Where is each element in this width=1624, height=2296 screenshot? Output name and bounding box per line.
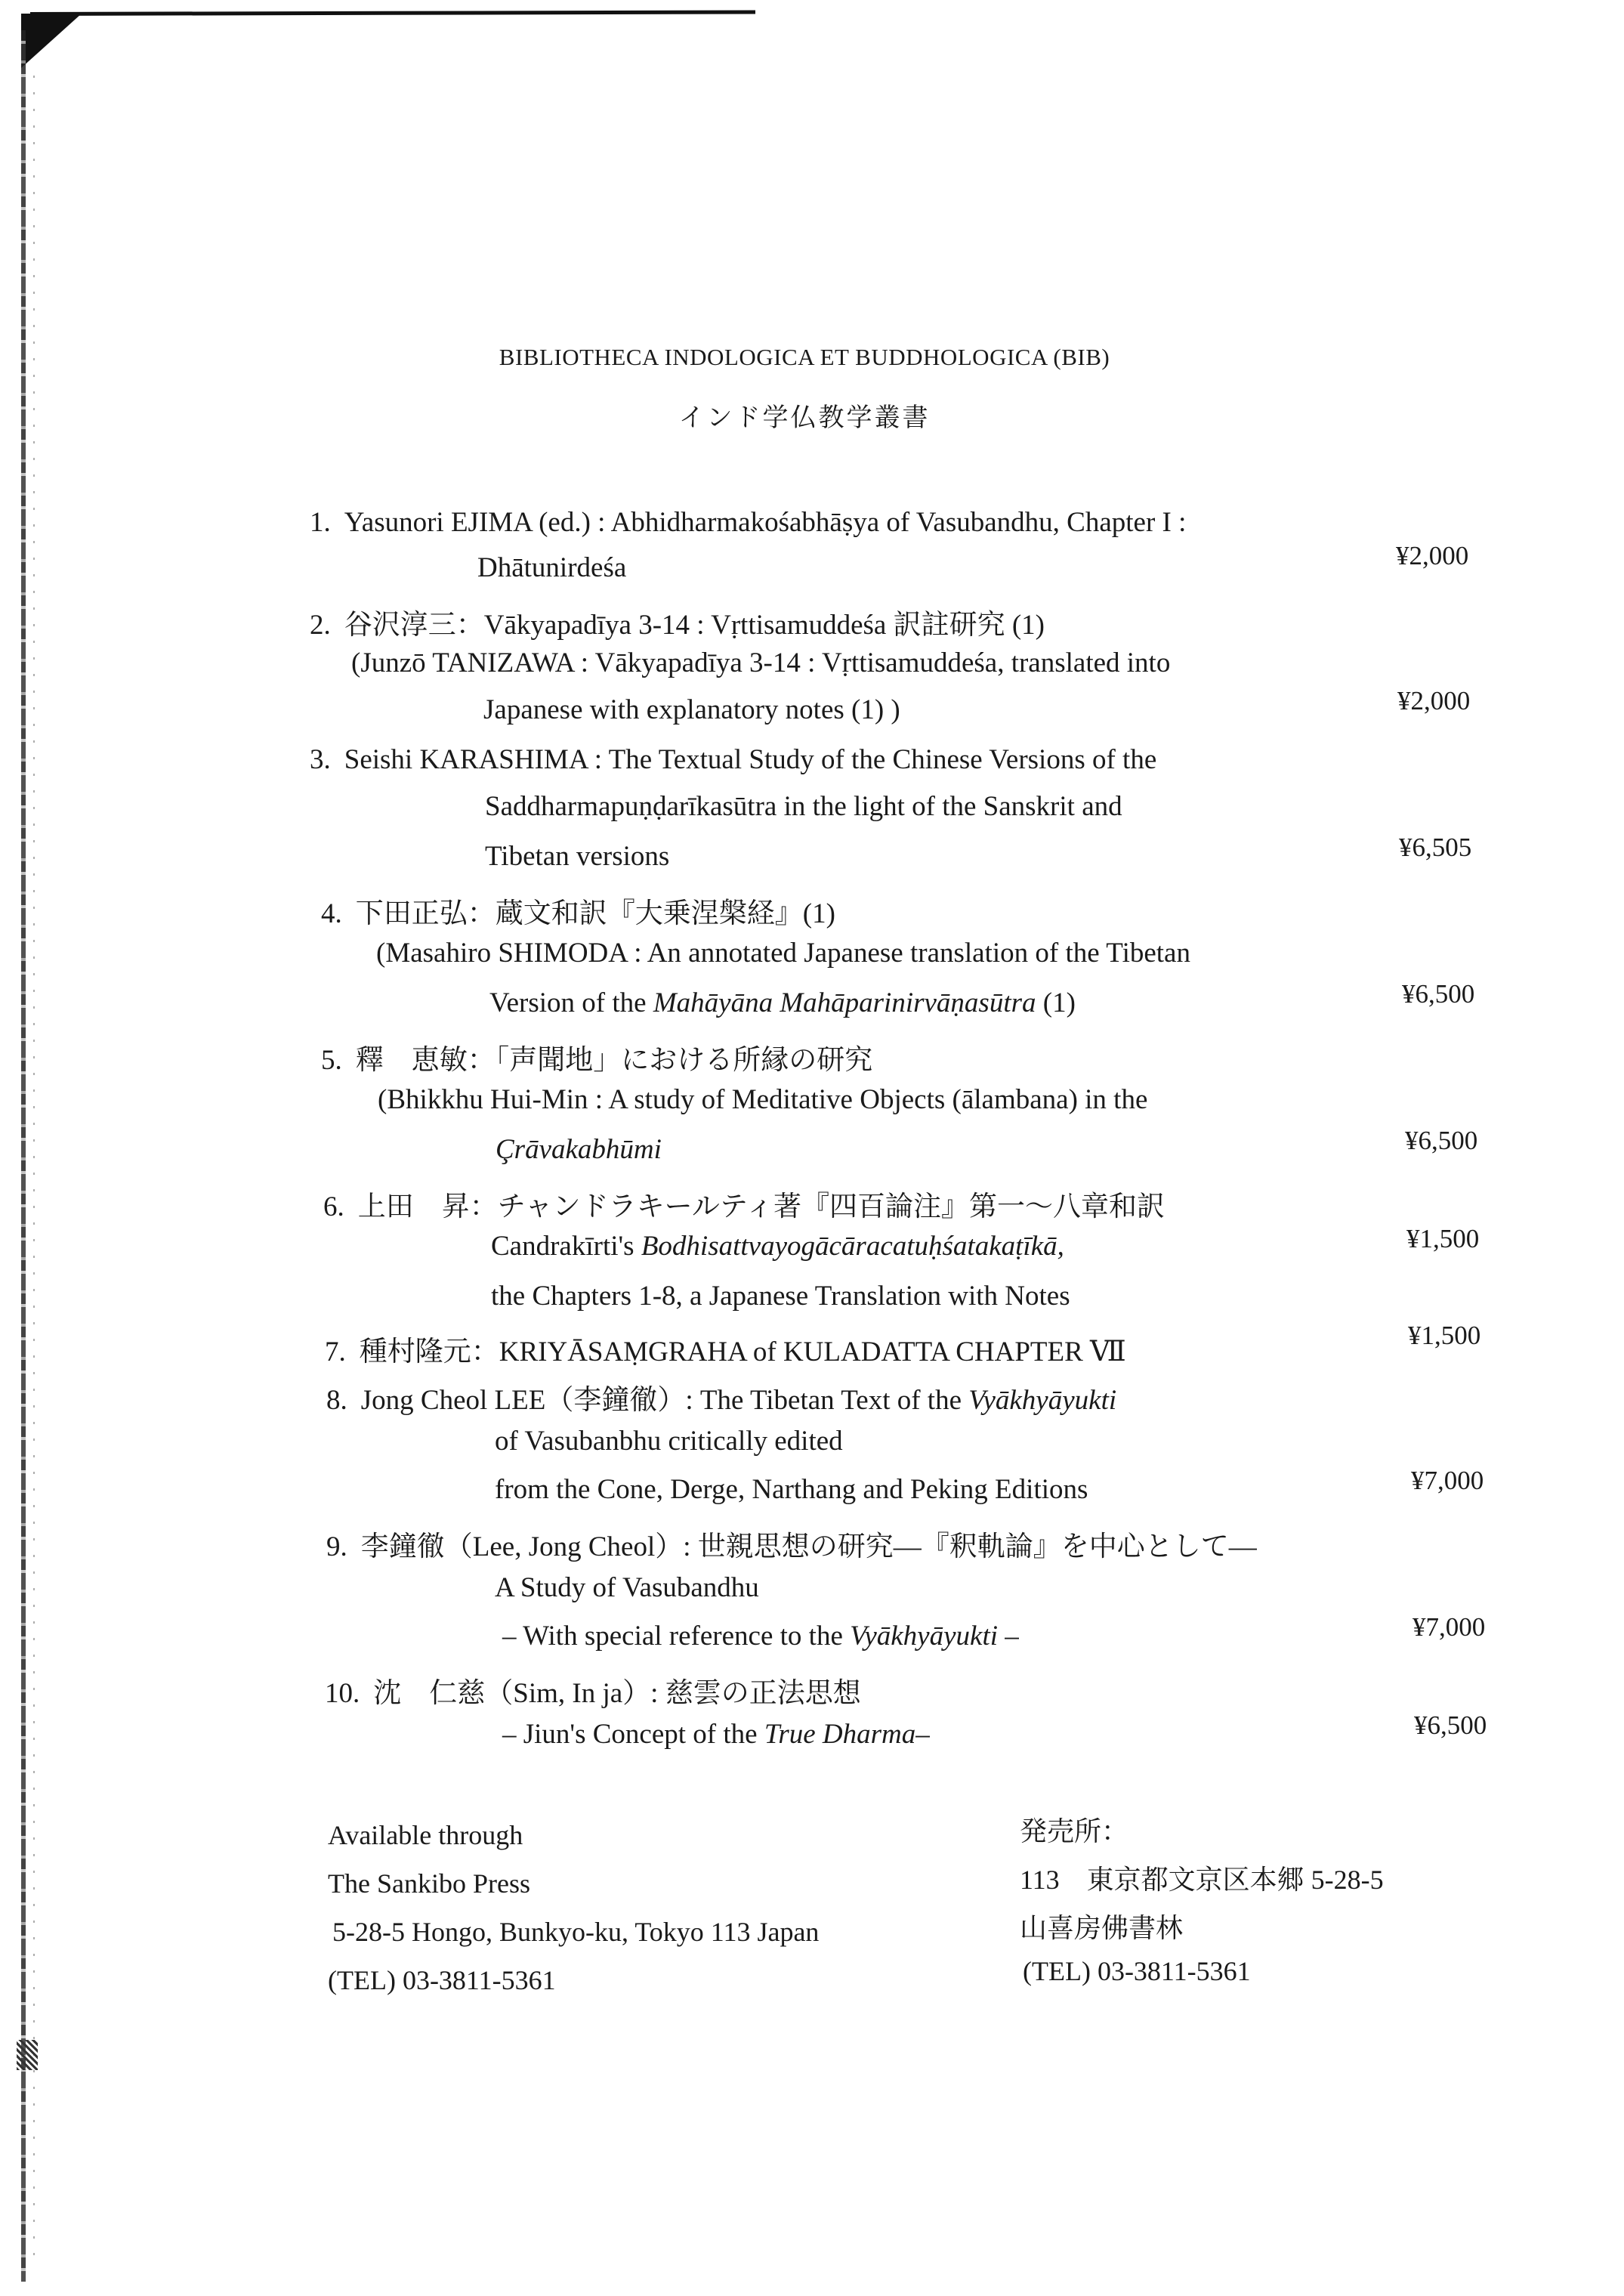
item-2-line-1: 2. 谷沢淳三：Vākyapadīya 3-14 : Vṛttisamuddeśa 訳註研究 (1) xyxy=(310,610,1045,641)
item-9-line-3: – With special reference to the Vyākhyāyukti – xyxy=(502,1621,1019,1652)
item-8-line-1: 8. Jong Cheol LEE（李鐘徹）: The Tibetan Text of the Vyākhyāyukti xyxy=(326,1385,1117,1416)
series-title: BIBLIOTHECA INDOLOGICA ET BUDDHOLOGICA (BIB) xyxy=(499,344,1110,370)
item-6-line-1: 6. 上田 昇：チャンドラキールティ著『四百論注』第一〜八章和訳 xyxy=(323,1191,1165,1222)
item-5-line-1: 5. 釋 恵敏：「声聞地」における所縁の研究 xyxy=(321,1045,873,1076)
item-10-price: ¥6,500 xyxy=(1414,1710,1487,1740)
item-6-line-3: the Chapters 1-8, a Japanese Translation with Notes xyxy=(491,1281,1070,1312)
item-2-line-2: (Junzō TANIZAWA : Vākyapadīya 3-14 : Vṛttisamuddeśa, translated into xyxy=(351,647,1171,678)
item-1-price: ¥2,000 xyxy=(1396,541,1469,570)
item-3-line-2: Saddharmapuṇḍarīkasūtra in the light of the Sanskrit and xyxy=(485,791,1122,822)
scan-edge-top xyxy=(30,10,755,16)
item-4-price: ¥6,500 xyxy=(1402,979,1475,1009)
item-7-price: ¥1,500 xyxy=(1408,1321,1481,1350)
item-5-line-2: (Bhikkhu Hui-Min : A study of Meditative Objects (ālambana) in the xyxy=(378,1084,1148,1115)
scan-smudge xyxy=(17,2040,38,2070)
item-number: 8. xyxy=(326,1385,347,1416)
item-9-line-2: A Study of Vasubandhu xyxy=(495,1572,759,1603)
item-number: 5. xyxy=(321,1045,342,1076)
series-title-japanese: インド学仏教学叢書 xyxy=(678,404,931,432)
item-number: 1. xyxy=(310,507,331,538)
item-8-line-2: of Vasubanbhu critically edited xyxy=(495,1426,843,1457)
footer-publisher-name-ja: 山喜房佛書林 xyxy=(1020,1913,1184,1943)
footer-address: 5-28-5 Hongo, Bunkyo-ku, Tokyo 113 Japan xyxy=(332,1917,820,1947)
item-7-line-1: 7. 種村隆元：KRIYĀSAṂGRAHA of KULADATTA CHAPTER Ⅶ xyxy=(325,1337,1126,1367)
item-3-price: ¥6,505 xyxy=(1399,833,1472,862)
item-number: 3. xyxy=(310,744,331,775)
item-10-line-2: – Jiun's Concept of the True Dharma– xyxy=(502,1719,930,1750)
item-4-line-3: Version of the Mahāyāna Mahāparinirvāṇasūtra (1) xyxy=(489,987,1076,1018)
item-2-price: ¥2,000 xyxy=(1397,686,1471,715)
item-4-line-2: (Masahiro SHIMODA : An annotated Japanese translation of the Tibetan xyxy=(376,938,1190,969)
item-number: 6. xyxy=(323,1191,344,1222)
footer-publisher-name: The Sankibo Press xyxy=(328,1868,530,1899)
item-5-line-3: Çrāvakabhūmi xyxy=(496,1134,662,1165)
item-number: 9. xyxy=(326,1531,347,1562)
item-6-price: ¥1,500 xyxy=(1406,1224,1480,1253)
footer-phone-ja: (TEL) 03-3811-5361 xyxy=(1023,1956,1251,1986)
item-3-line-1: 3. Seishi KARASHIMA : The Textual Study of the Chinese Versions of the xyxy=(310,744,1157,775)
item-8-line-3: from the Cone, Derge, Narthang and Peking Editions xyxy=(495,1474,1088,1505)
item-8-price: ¥7,000 xyxy=(1411,1466,1484,1495)
item-6-line-2: Candrakīrti's Bodhisattvayogācāracatuḥśatakaṭīkā, xyxy=(491,1231,1064,1262)
item-9-price: ¥7,000 xyxy=(1413,1612,1486,1642)
item-number: 2. xyxy=(310,610,331,641)
footer-distributor-label: 発売所： xyxy=(1020,1816,1129,1846)
footer-available-through: Available through xyxy=(328,1820,523,1850)
item-number: 7. xyxy=(325,1337,346,1367)
item-1-line-1: 1. Yasunori EJIMA (ed.) : Abhidharmakośabhāṣya of Vasubandhu, Chapter I : xyxy=(310,507,1187,538)
item-number: 4. xyxy=(321,898,342,929)
item-10-line-1: 10. 沈 仁慈（Sim, In ja）: 慈雲の正法思想 xyxy=(325,1678,861,1709)
footer-address-ja: 113 東京都文京区本郷 5-28-5 xyxy=(1020,1865,1384,1895)
item-2-line-3: Japanese with explanatory notes (1) ) xyxy=(483,694,900,725)
item-5-price: ¥6,500 xyxy=(1405,1126,1478,1155)
item-4-line-1: 4. 下田正弘：蔵文和訳『大乗涅槃経』(1) xyxy=(321,898,835,929)
scan-corner-shadow xyxy=(21,14,82,68)
item-9-line-1: 9. 李鐘徹（Lee, Jong Cheol）: 世親思想の研究―『釈軌論』を中心として― xyxy=(326,1531,1257,1562)
item-number: 10. xyxy=(325,1678,360,1709)
footer-phone: (TEL) 03-3811-5361 xyxy=(328,1965,556,1995)
item-1-line-2: Dhātunirdeśa xyxy=(477,552,627,583)
item-3-line-3: Tibetan versions xyxy=(485,841,670,872)
